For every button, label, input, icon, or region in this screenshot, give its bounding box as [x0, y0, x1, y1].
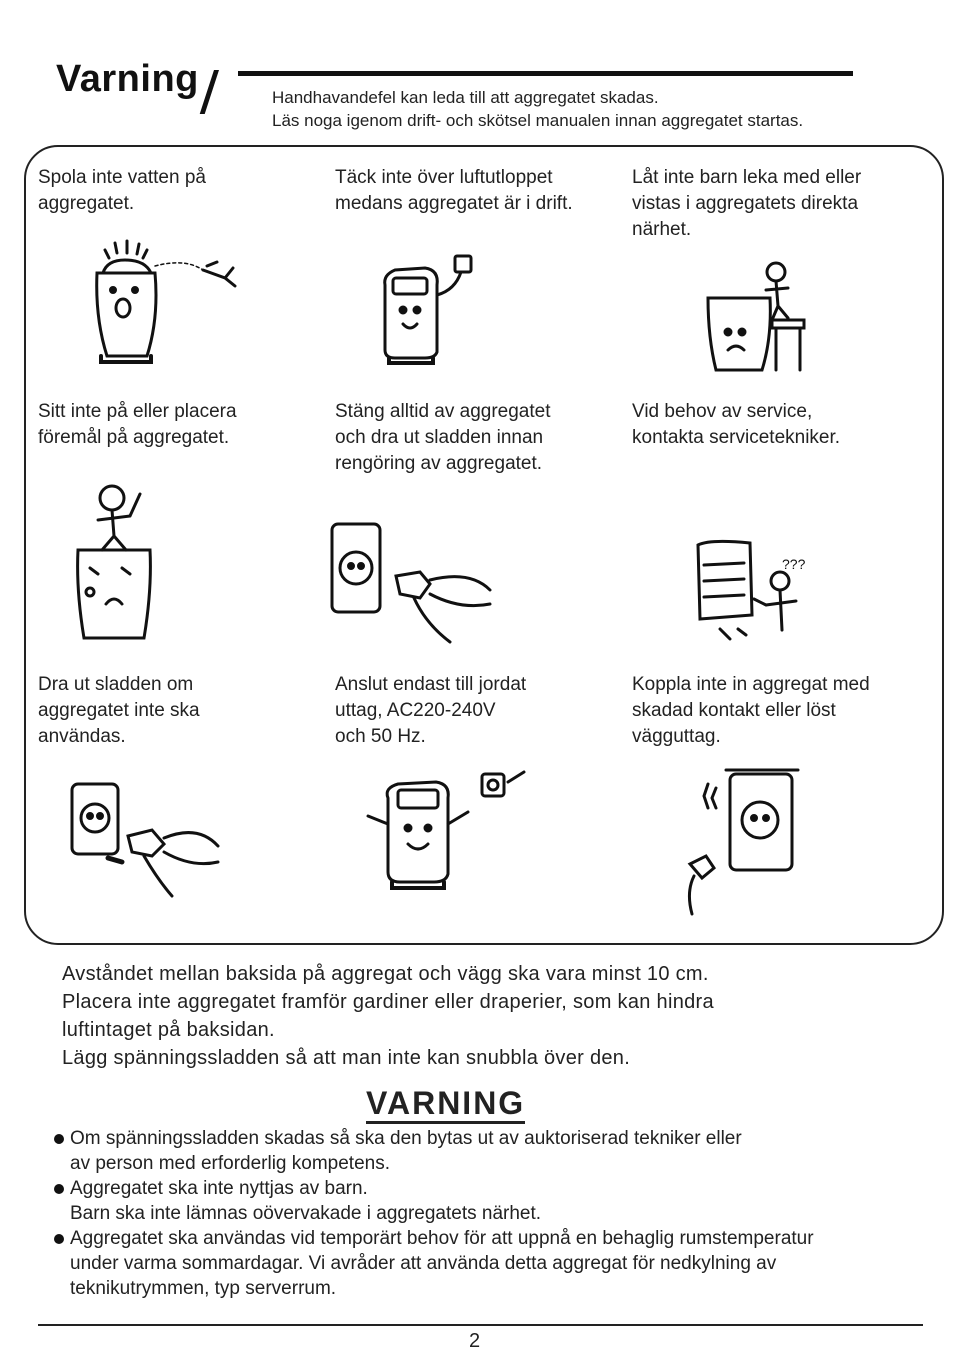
- bullet-line: Aggregatet ska inte nyttjas av barn.: [70, 1178, 368, 1199]
- warning-bullet: [54, 1126, 814, 1176]
- warning-bullet: [54, 1226, 814, 1301]
- note-line-3: luftintaget på baksidan.: [62, 1019, 275, 1041]
- warning-caption-sit: Sitt inte på eller placera föremål på aggregatet.: [38, 401, 237, 448]
- subtitle-line-1: Handhavandefel kan leda till att aggregatet skadas.: [272, 88, 659, 107]
- unplugging-illustration: [330, 520, 500, 645]
- grounded-socket-illustration: [362, 768, 532, 893]
- svg-text:???: ???: [782, 556, 806, 572]
- covered-unit-illustration: [375, 250, 485, 365]
- warning-caption-grounded: Anslut endast till jordat uttag, AC220-240V och 50 Hz.: [335, 674, 527, 747]
- bullet-line: Aggregatet ska användas vid temporärt behov för att uppnå en behaglig rumstemperatur: [70, 1228, 814, 1249]
- child-on-unit-illustration: [700, 258, 820, 383]
- bullet-line: teknikutrymmen, typ serverrum.: [70, 1278, 337, 1299]
- bullet-line: under varma sommardagar. Vi avråder att använda detta aggregat för nedkylning av: [70, 1253, 777, 1274]
- bullet-line: Om spänningssladden skadas så ska den bytas ut av auktoriserad tekniker eller: [70, 1128, 742, 1149]
- warning-heading: VARNING: [366, 1085, 525, 1124]
- warning-bullet: [54, 1176, 814, 1226]
- warning-caption-cover: Täck inte över luftutloppet medans aggregatet är i drift.: [335, 167, 573, 214]
- bullet-dot-icon: [54, 1234, 64, 1244]
- bullet-line: av person med erforderlig kompetens.: [70, 1153, 390, 1174]
- title-rule: [238, 71, 853, 76]
- warning-caption-unplug: Dra ut sladden om aggregatet inte ska användas.: [38, 674, 200, 747]
- child-sitting-illustration: [72, 480, 162, 645]
- warning-bullet-list: [54, 1126, 814, 1301]
- header-subtitle: [272, 86, 803, 132]
- warning-caption-water: Spola inte vatten på aggregatet.: [38, 167, 206, 214]
- unplug-cord-illustration: [68, 780, 228, 900]
- warning-caption-children: Låt inte barn leka med eller vistas i aggregatets direkta närhet.: [632, 167, 862, 240]
- warning-caption-service: Vid behov av service, kontakta servicetekniker.: [632, 401, 841, 448]
- warning-caption-damaged: Koppla inte in aggregat med skadad kontakt eller löst vägguttag.: [632, 674, 870, 747]
- footer-rule: [38, 1324, 923, 1326]
- bullet-dot-icon: [54, 1134, 64, 1144]
- damaged-outlet-illustration: [680, 768, 810, 918]
- warning-caption-cleaning: Stäng alltid av aggregatet och dra ut sladden innan rengöring av aggregatet.: [335, 401, 551, 474]
- note-line-1: Avståndet mellan baksida på aggregat och vägg ska vara minst 10 cm.: [62, 963, 709, 985]
- installation-notes: [62, 960, 714, 1072]
- subtitle-line-2: Läs noga igenom drift- och skötsel manualen innan aggregatet startas.: [272, 111, 804, 130]
- water-spray-illustration: [85, 238, 245, 363]
- title-divider-slash: [200, 70, 219, 114]
- service-technician-illustration: [690, 535, 810, 645]
- page-title: Varning: [56, 58, 199, 100]
- bullet-dot-icon: [54, 1184, 64, 1194]
- note-line-2: Placera inte aggregatet framför gardiner eller draperier, som kan hindra: [62, 991, 714, 1013]
- note-line-4: Lägg spänningssladden så att man inte kan snubbla över den.: [62, 1047, 631, 1069]
- page-number: 2: [469, 1330, 481, 1352]
- bullet-line: Barn ska inte lämnas oövervakade i aggregatets närhet.: [70, 1203, 542, 1224]
